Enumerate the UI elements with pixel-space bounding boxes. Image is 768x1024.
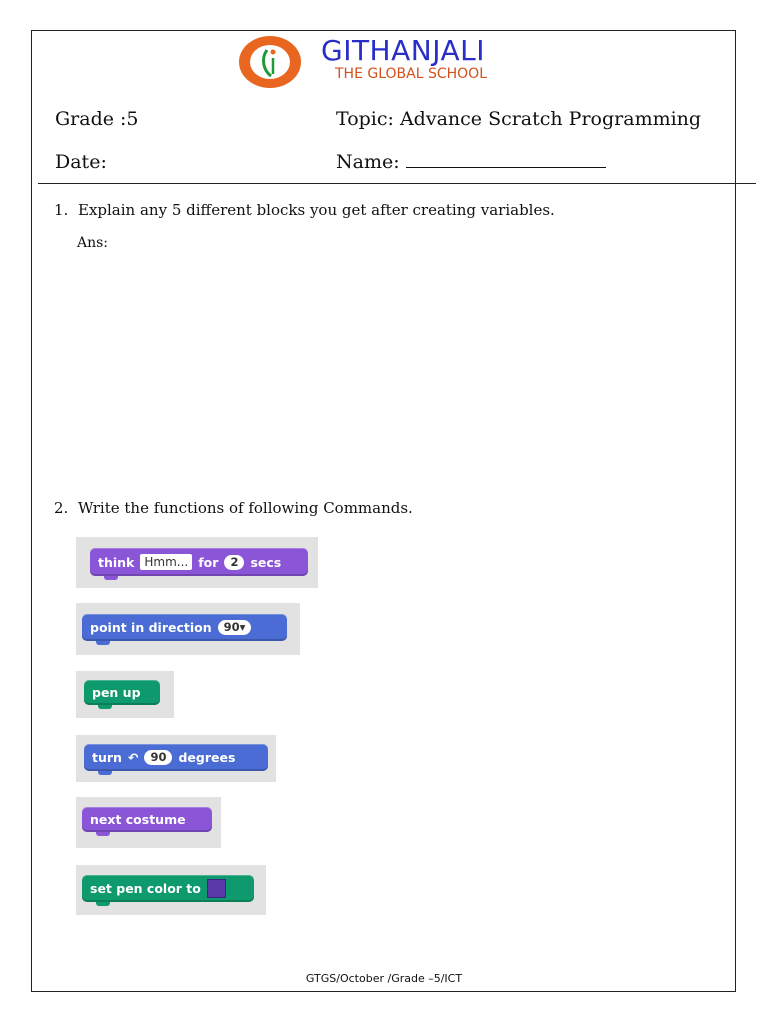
question-text: Explain any 5 different blocks you get after creating variables. [78, 201, 555, 219]
block-keyword: for [198, 554, 219, 570]
scratch-block-next-costume [82, 807, 212, 832]
block-keyword: turn [92, 750, 122, 765]
question-number: 1. [54, 201, 69, 219]
scratch-block-point-in-direction [82, 614, 287, 641]
color-swatch [207, 879, 226, 898]
rotate-left-icon: ↶ [127, 750, 139, 765]
block-keyword: point in direction [90, 620, 212, 635]
block-keyword: degrees [178, 750, 236, 765]
block-dropdown: 90▾ [218, 620, 252, 635]
name-blank-line[interactable] [406, 153, 606, 168]
footer-code: GTGS/October /Grade –5/ICT [305, 972, 463, 985]
block-input: Hmm... [140, 554, 192, 570]
scratch-block-pen-up [84, 680, 160, 705]
block-image-think [76, 537, 318, 588]
scratch-block-turn [84, 744, 268, 771]
block-keyword: set pen color to [90, 881, 201, 896]
name-label: Name: [336, 151, 400, 173]
date-label: Date: [55, 151, 107, 173]
school-logo [237, 34, 303, 90]
block-keyword: next costume [90, 812, 186, 827]
block-image-next-costume [76, 797, 221, 848]
answer-label: Ans: [77, 235, 109, 251]
school-name: GITHANJALI [321, 34, 485, 67]
question-text: Write the functions of following Commands. [78, 499, 413, 517]
topic-label: Topic: Advance Scratch Programming [336, 108, 702, 130]
block-image-point-in-direction [76, 603, 300, 655]
question-2 [54, 499, 413, 517]
name-field[interactable] [336, 151, 606, 173]
scratch-block-think [90, 548, 308, 576]
block-input: 90 [144, 750, 172, 765]
block-keyword: think [98, 554, 135, 570]
block-keyword: pen up [92, 685, 141, 700]
school-subtitle: THE GLOBAL SCHOOL [335, 66, 488, 82]
block-image-pen-up [76, 671, 174, 718]
block-image-set-pen-color [76, 865, 266, 915]
question-1 [54, 201, 555, 219]
block-image-turn [76, 735, 276, 782]
header-divider [38, 183, 756, 184]
block-input: 2 [224, 555, 244, 570]
grade-label: Grade :5 [55, 108, 139, 130]
block-keyword: secs [250, 554, 282, 570]
question-number: 2. [54, 499, 69, 517]
scratch-block-set-pen-color [82, 875, 254, 902]
